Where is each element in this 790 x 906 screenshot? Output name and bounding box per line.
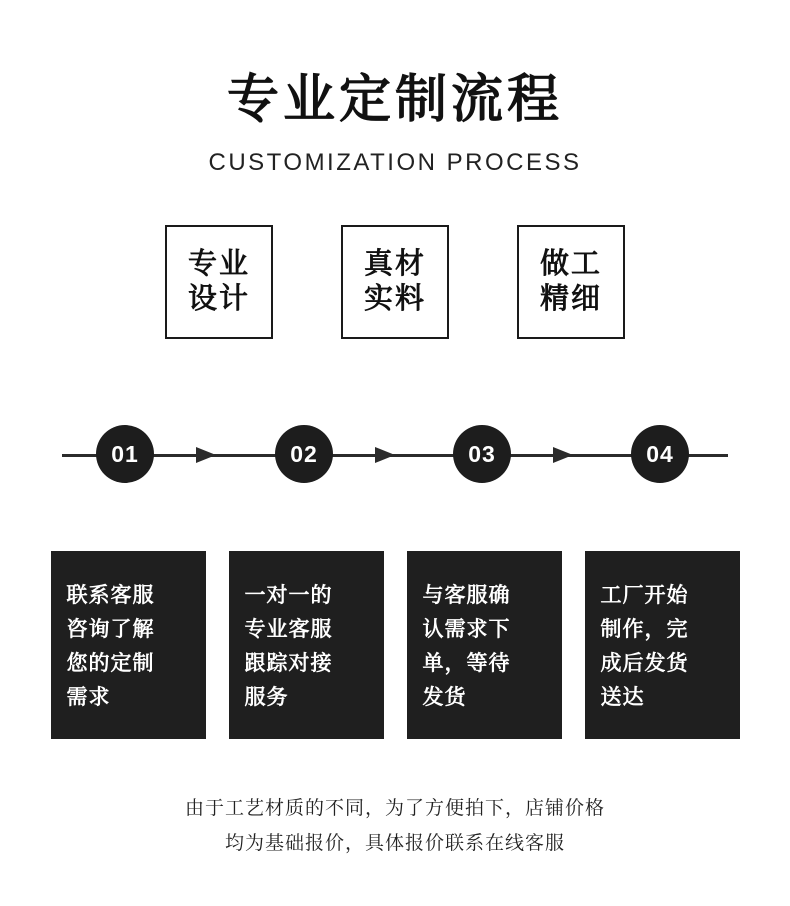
step-card-1-line3: 您的定制 xyxy=(66,652,155,676)
step-card-1-line2: 咨询了解 xyxy=(66,618,155,642)
step-card-3-line1: 与客服确 xyxy=(422,584,511,608)
feature-box-3-line1: 做工 xyxy=(539,247,602,280)
feature-box-1-line1: 专业 xyxy=(187,247,250,280)
footer-note xyxy=(0,791,790,861)
feature-box-2-line1: 真材 xyxy=(363,247,426,280)
arrow-right-icon-1 xyxy=(196,447,216,463)
header xyxy=(0,0,790,177)
step-card-2-line4: 服务 xyxy=(244,686,289,710)
step-card-4-line1: 工厂开始 xyxy=(600,584,689,608)
step-node-3: 03 xyxy=(453,425,511,483)
arrow-right-icon-2 xyxy=(375,447,395,463)
arrow-right-icon-3 xyxy=(553,447,573,463)
step-nodes xyxy=(0,425,790,485)
feature-box-group xyxy=(0,225,790,339)
step-card-1 xyxy=(51,551,206,739)
step-card-2 xyxy=(229,551,384,739)
footer-note-line2: 均为基础报价，具体报价联系在线客服 xyxy=(224,833,565,855)
page-title: 专业定制流程 xyxy=(226,71,563,129)
feature-box-2 xyxy=(341,225,449,339)
feature-box-3 xyxy=(517,225,625,339)
step-card-3-line2: 认需求下 xyxy=(422,618,511,642)
feature-box-3-line2: 精细 xyxy=(539,283,602,316)
step-card-4 xyxy=(585,551,740,739)
step-card-4-line3: 成后发货 xyxy=(600,652,689,676)
feature-box-1 xyxy=(165,225,273,339)
step-card-2-line1: 一对一的 xyxy=(244,584,333,608)
step-node-2: 02 xyxy=(275,425,333,483)
step-card-2-line2: 专业客服 xyxy=(244,618,333,642)
step-card-2-line3: 跟踪对接 xyxy=(244,652,333,676)
step-card-3-line4: 发货 xyxy=(422,686,467,710)
process-step-track xyxy=(0,425,790,485)
step-card-1-line1: 联系客服 xyxy=(66,584,155,608)
feature-box-2-line2: 实料 xyxy=(363,283,426,316)
feature-box-1-line2: 设计 xyxy=(187,283,250,316)
step-card-4-line4: 送达 xyxy=(600,686,645,710)
step-card-4-line2: 制作，完 xyxy=(600,618,689,642)
step-node-1: 01 xyxy=(96,425,154,483)
step-card-3-line3: 单，等待 xyxy=(422,652,511,676)
footer-note-line1: 由于工艺材质的不同，为了方便拍下，店铺价格 xyxy=(184,798,605,820)
page-subtitle: CUSTOMIZATION PROCESS xyxy=(208,149,582,177)
step-card-3 xyxy=(407,551,562,739)
step-description-group xyxy=(0,551,790,739)
step-card-1-line4: 需求 xyxy=(66,686,111,710)
step-node-4: 04 xyxy=(631,425,689,483)
